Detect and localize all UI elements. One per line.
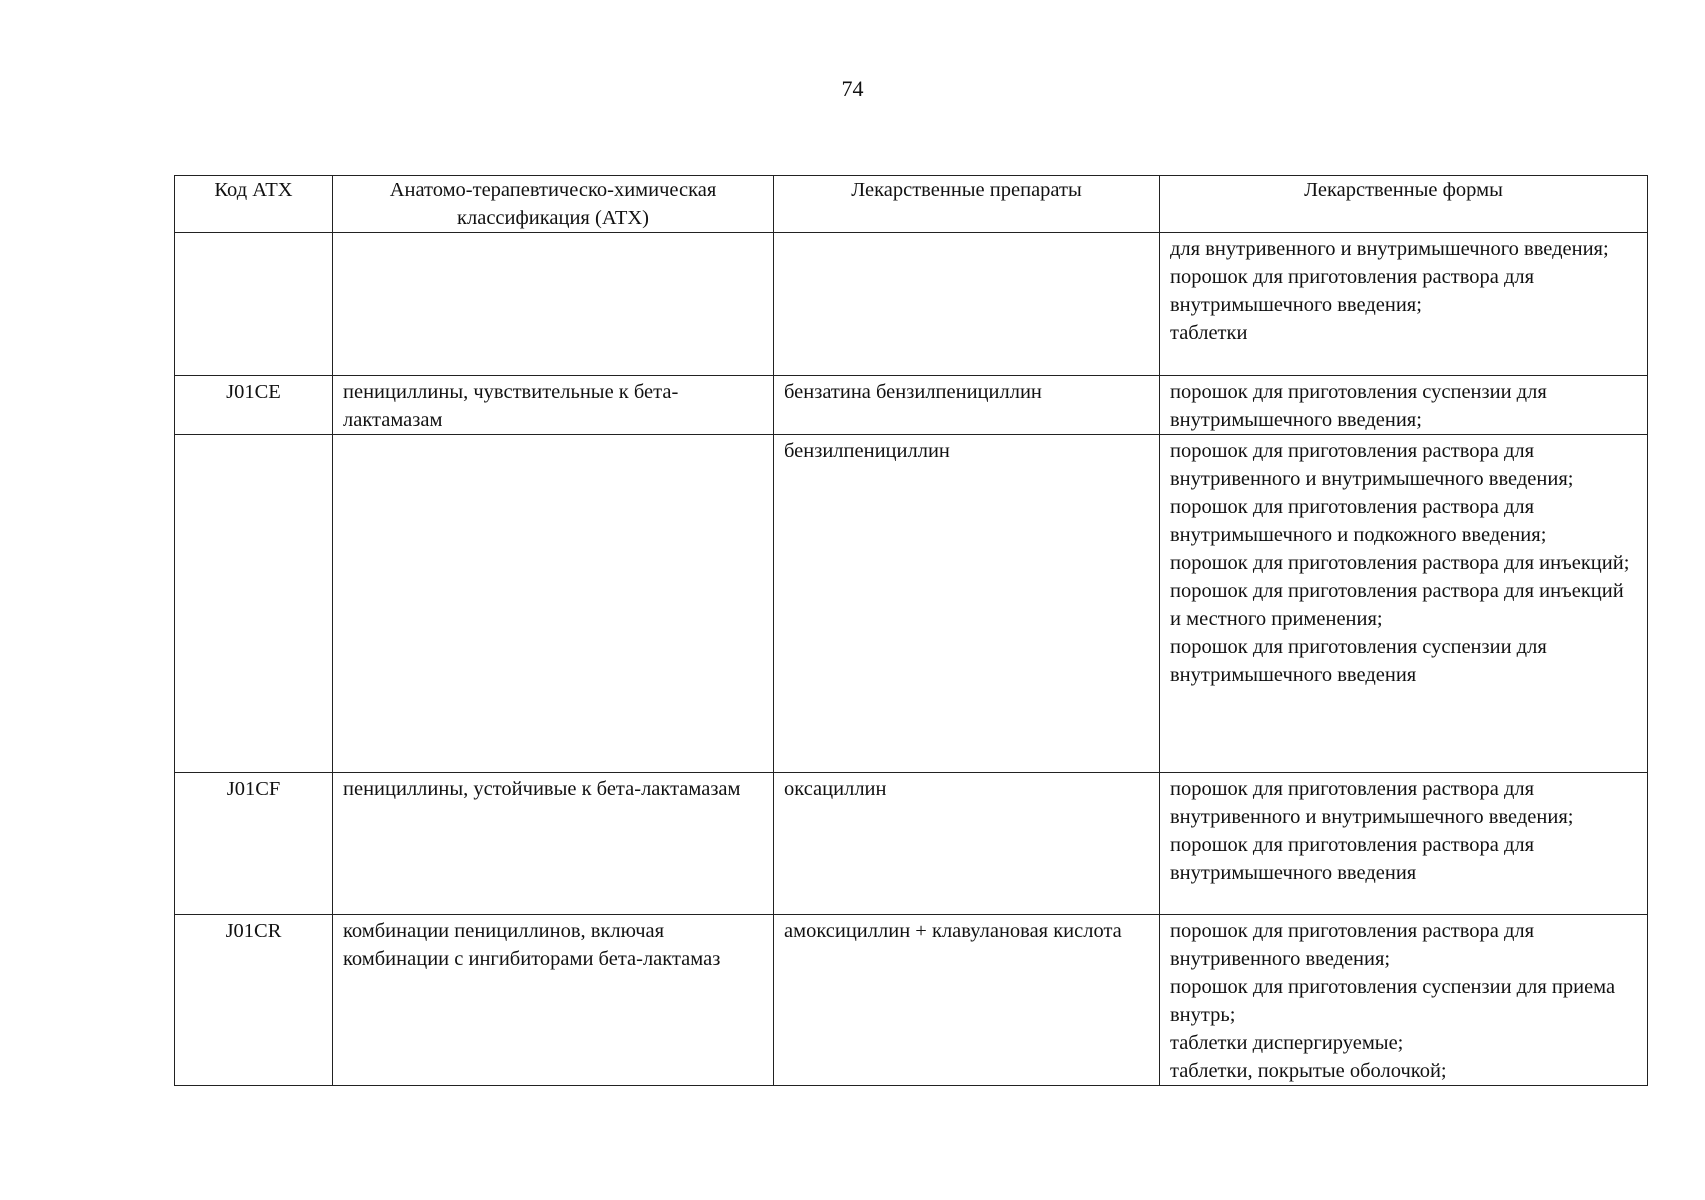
form-item: порошок для приготовления раствора для внутривенного и внутримышечного введения; [1170, 778, 1574, 828]
table-row [175, 773, 1648, 915]
atx-code-cell: J01CF [175, 773, 333, 915]
form-item: порошок для приготовления раствора для внутривенного и внутримышечного введения; [1170, 440, 1574, 490]
header-drugs: Лекарственные препараты [774, 176, 1160, 233]
drug-cell: бензилпенициллин [774, 435, 1160, 773]
header-dosage-forms: Лекарственные формы [1160, 176, 1648, 233]
header-atx-code: Код АТХ [175, 176, 333, 233]
form-item: порошок для приготовления раствора для инъекций; [1170, 552, 1630, 574]
classification-cell: пенициллины, чувствительные к бета-лактамазам [333, 376, 774, 435]
form-item: порошок для приготовления раствора для внутримышечного введения; [1170, 266, 1535, 316]
drug-cell: бензатина бензилпенициллин [774, 376, 1160, 435]
header-atx-classification: Анатомо-терапевтическо-химическая классификация (АТХ) [333, 176, 774, 233]
atx-code-cell [175, 435, 333, 773]
classification-cell [333, 435, 774, 773]
drug-cell [774, 233, 1160, 376]
form-item: порошок для приготовления суспензии для внутримышечного введения [1170, 636, 1547, 686]
form-item: для внутривенного и внутримышечного введения; [1170, 238, 1609, 260]
form-item: таблетки диспергируемые; [1170, 1032, 1404, 1054]
form-item: порошок для приготовления раствора для внутримышечного введения [1170, 834, 1535, 884]
form-item: таблетки [1170, 322, 1248, 344]
drug-cell: оксациллин [774, 773, 1160, 915]
form-item: порошок для приготовления суспензии для приема внутрь; [1170, 976, 1616, 1026]
table-row [175, 233, 1648, 376]
table-row [175, 915, 1648, 1086]
table-body [175, 233, 1648, 1086]
form-item: порошок для приготовления раствора для внутривенного введения; [1170, 920, 1535, 970]
forms-cell [1160, 233, 1648, 376]
atx-code-cell [175, 233, 333, 376]
form-item: порошок для приготовления суспензии для внутримышечного введения; [1170, 381, 1547, 431]
forms-cell [1160, 435, 1648, 773]
page-number: 74 [841, 76, 864, 101]
atx-table [174, 175, 1648, 1086]
form-item: порошок для приготовления раствора для внутримышечного и подкожного введения; [1170, 496, 1547, 546]
atx-code-cell: J01CR [175, 915, 333, 1086]
header-row [175, 176, 1648, 233]
table-header [175, 176, 1648, 233]
table-row [175, 376, 1648, 435]
atx-code-cell: J01CE [175, 376, 333, 435]
classification-cell: комбинации пенициллинов, включая комбинации с ингибиторами бета-лактамаз [333, 915, 774, 1086]
form-item: таблетки, покрытые оболочкой; [1170, 1060, 1447, 1082]
table-row [175, 435, 1648, 773]
drug-cell: амоксициллин + клавулановая кислота [774, 915, 1160, 1086]
form-item: порошок для приготовления раствора для инъекций и местного применения; [1170, 580, 1624, 630]
classification-cell [333, 233, 774, 376]
forms-cell [1160, 773, 1648, 915]
forms-cell [1160, 376, 1648, 435]
forms-cell [1160, 915, 1648, 1086]
classification-cell: пенициллины, устойчивые к бета-лактамазам [333, 773, 774, 915]
